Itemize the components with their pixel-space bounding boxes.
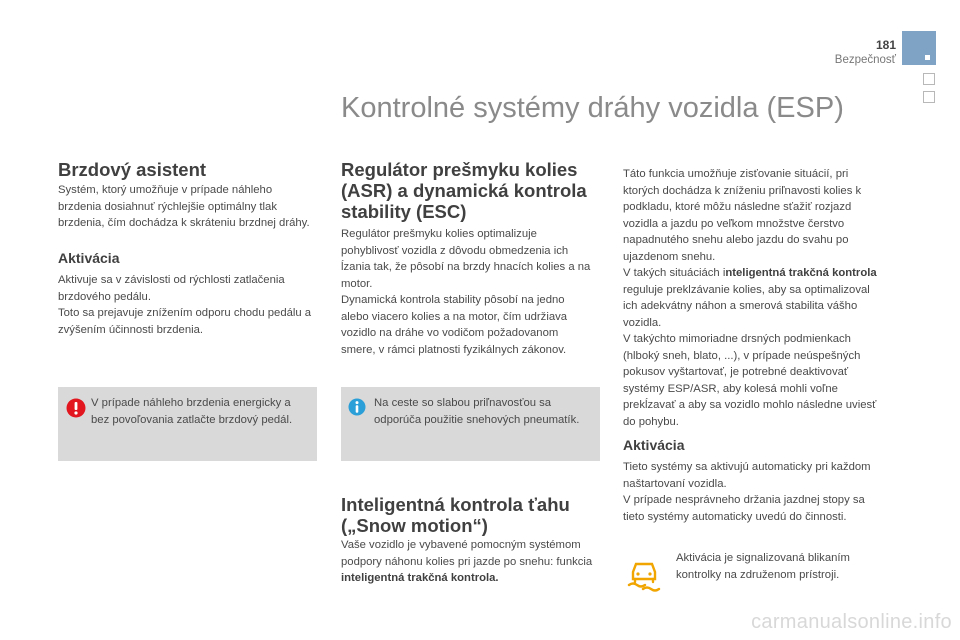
page-number: 181 (875, 38, 896, 52)
activation-heading-2: Aktivácia (623, 437, 685, 453)
esp-warning-light-icon (624, 555, 664, 593)
snow-motion-text (341, 537, 603, 587)
warning-icon (66, 398, 86, 418)
watermark: carmanualsonline.info (751, 611, 952, 633)
snow-motion-text-start: Vaše vozidlo je vybavené pomocným systémom podpory náhonu kolies pri jazde po snehu: funkcia (341, 539, 593, 568)
asr-paragraph: Regulátor prešmyku kolies optimalizuje pohyblivosť vozidla z dôvodu obmedzenia ich ĺzania tak, že pôsobí na brzdy hnacích kolies a na motor. (341, 228, 591, 290)
traction-text-end: reguluje preklzávanie kolies, aby sa optimalizoval ich adekvátny náhon a smerová stabilita vášho vozidla. (623, 283, 870, 329)
activation-text-2 (623, 459, 889, 525)
snow-motion-function-name: inteligentná trakčná kontrola. (341, 572, 499, 584)
activation-text (58, 272, 313, 338)
chapter-tab[interactable] (923, 91, 935, 103)
activation-paragraph: Aktivuje sa v závislosti od rýchlosti zatlačenia brzdového pedálu. (58, 274, 285, 303)
activation-paragraph: Toto sa prejavuje znížením odporu chodu pedálu a zvýšením účinnosti brzdenia. (58, 307, 312, 336)
section-label: Bezpečnosť (834, 54, 896, 66)
asr-esc-heading: Regulátor prešmyku kolies (ASR) a dynamická kontrola stability (ESC) (341, 159, 587, 222)
info-text: Na ceste so slabou priľnavosťou sa odporúča použitie snehových pneumatík. (374, 397, 580, 426)
traction-function-name: nteligentná trakčná kontrola (725, 267, 877, 279)
activation-paragraph: Tieto systémy sa aktivujú automaticky pri každom naštartovaní vozidla. (623, 461, 871, 490)
tab-marker (925, 55, 930, 60)
info-icon (348, 398, 366, 416)
page-title: Kontrolné systémy dráhy vozidla (ESP) (341, 92, 844, 124)
traction-paragraph: Táto funkcia umožňuje zisťovanie situácií, pri ktorých dochádza k zníženiu priľnavosti kolies k podkladu, ktoré môžu následne sťažiť rozjazd vozidla a jazdu po veľkom množstve čerstvo napadnutého snehu alebo jazdu do svahu po ujazdenom snehu. (623, 168, 862, 263)
brake-assist-intro (58, 182, 310, 232)
traction-text-start: V takých situáciách i (623, 267, 726, 279)
activation-paragraph: V prípade nesprávneho držania jazdnej stopy sa tieto systémy automaticky uvedú do činnosti. (623, 494, 865, 523)
esp-light-note: Aktivácia je signalizovaná blikaním kontrolky na združenom prístroji. (676, 552, 850, 581)
warning-text: V prípade náhleho brzdenia energicky a bez povoľovania zatlačte brzdový pedál. (91, 397, 293, 426)
brake-assist-heading: Brzdový asistent (58, 159, 207, 180)
chapter-tab-active[interactable] (902, 31, 936, 65)
brake-assist-intro-text: Systém, ktorý umožňuje v prípade náhleho brzdenia dosiahnuť rýchlejšie optimálny tlak brzdenia, čím dochádza k skráteniu brzdnej dráhy. (58, 184, 310, 229)
activation-heading: Aktivácia (58, 250, 120, 266)
chapter-tab[interactable] (923, 73, 935, 85)
snow-motion-heading: Inteligentná kontrola ťahu („Snow motion“) (341, 494, 570, 536)
traction-paragraph-2 (623, 265, 885, 331)
asr-esc-text (341, 226, 593, 358)
esc-paragraph: Dynamická kontrola stability pôsobí na jedno alebo viacero kolies a na motor, čím udržiava vozidlo na dráhe vo vodičom požadovanom smere, v rámci platnosti fyzikálnych zákonov. (341, 294, 568, 356)
intelligent-traction-text (623, 166, 885, 430)
traction-paragraph: V takýchto mimoriadne drsných podmienkach (hlboký sneh, blato, ...), v prípade neúspešných pokusov vyštartovať, je potrebné deaktivovať systémy ESP/ASR, aby kolesá mohli voľne prekĺzavať a aby sa vozidlo mohlo následne uviesť do pohybu. (623, 333, 877, 428)
